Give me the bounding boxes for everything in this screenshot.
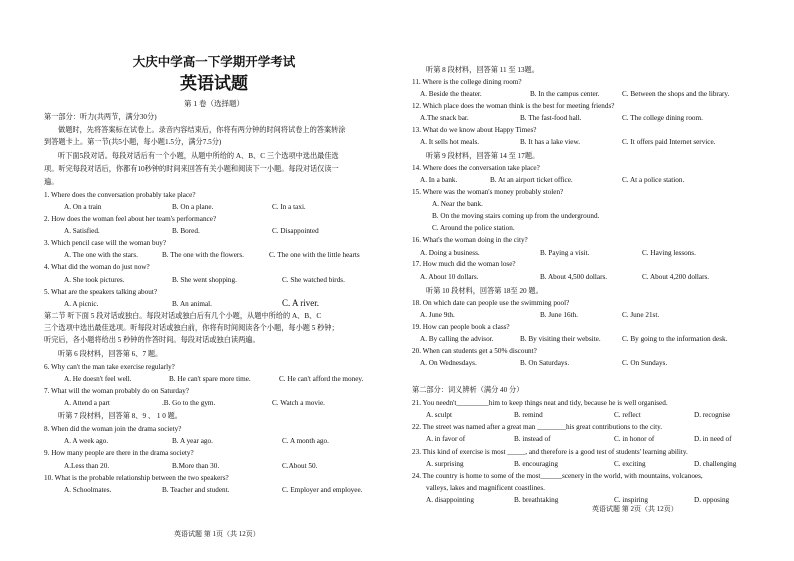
option-c: C. It offers paid Internet service. — [622, 138, 716, 146]
option-c: C. Between the shops and the library. — [622, 90, 730, 98]
question-stem: 20. When can students get a 50% discount? — [412, 347, 537, 355]
option-d: D. opposing — [694, 496, 730, 504]
option-a: A. Schoolmates. — [64, 486, 112, 494]
option-a: A. surprising — [426, 460, 464, 468]
section2-instruction: 听完后，各小题将给出 5 秒钟的作答时间。每段对话或独白读两遍。 — [44, 336, 260, 344]
question-stem: 19. How can people book a class? — [412, 323, 510, 331]
option-c: C. At a police station. — [622, 176, 685, 184]
page-footer: 英语试题 第 2页（共 12页） — [592, 505, 678, 513]
option-c: C. inspiring — [614, 496, 648, 504]
right-column — [412, 0, 762, 561]
subject-title: 英语试题 — [180, 74, 248, 93]
option-b: B. A year ago. — [172, 437, 213, 445]
instruction-line: 到答题卡上。第一节(共5小题，每小题1.5分，满分7.5分) — [44, 138, 222, 146]
option-b: B. encouraging — [514, 460, 558, 468]
question-stem-continued: valleys, lakes and magnificent coastlines. — [426, 484, 545, 492]
option-a: A.Less than 20. — [64, 462, 110, 470]
option-a: A. in favor of — [426, 435, 466, 443]
option-a: A. The one with the stars. — [64, 251, 138, 259]
question-stem: 5. What are the speakers talking about? — [44, 288, 158, 296]
option-b: B. Paying a visit. — [540, 249, 590, 257]
option-a: A. It sells hot meals. — [420, 138, 480, 146]
option-b: B. In the campus center. — [530, 90, 600, 98]
option-c: C. Around the police station. — [432, 224, 515, 232]
material-note: 听第 6 段材料，回答第 6、7 题。 — [58, 350, 163, 358]
option-a: A. On a train — [64, 203, 102, 211]
option-b: B. About 4,500 dollars. — [540, 273, 608, 281]
option-a: A. She took pictures. — [64, 276, 125, 284]
question-stem: 12. Which place does the woman think is the best for meeting friends? — [412, 102, 615, 110]
page-footer: 英语试题 第 1页（共 12页） — [174, 530, 260, 538]
material-note: 听第 7 段材料，回答第 8、9 、 1 0 题。 — [58, 412, 182, 420]
option-b: B. instead of — [514, 435, 551, 443]
school-title: 大庆中学高一下学期开学考试 — [132, 55, 296, 69]
option-c: C. About 4,200 dollars. — [642, 273, 710, 281]
option-c: C. The one with the little hearts — [269, 251, 360, 259]
material-note: 听第 9 段材料，回答第 14 至 17题。 — [426, 152, 540, 160]
question-stem: 15. Where was the woman's money probably stolen? — [412, 188, 564, 196]
option-a: A. Doing a business. — [420, 249, 480, 257]
option-a: A. A week ago. — [64, 437, 109, 445]
option-c: C. Having lessons. — [642, 249, 696, 257]
option-c: C. By going to the information desk. — [622, 335, 728, 343]
option-a: A. Beside the theater. — [420, 90, 482, 98]
option-a: A. A picnic. — [64, 300, 99, 308]
option-b: B. The one with the flowers. — [162, 251, 244, 259]
option-a: A. sculpt — [426, 411, 452, 419]
question-stem: 21. You needn't_________him to keep things neat and tidy, because he is well organised. — [412, 399, 668, 407]
question-stem: 8. When did the woman join the drama society? — [44, 425, 182, 433]
option-c: C. A river. — [282, 298, 320, 308]
option-b: B. June 16th. — [540, 311, 578, 319]
question-stem: 11. Where is the college dining room? — [412, 78, 522, 86]
option-c: C.About 50. — [282, 462, 318, 470]
question-stem: 16. What's the woman doing in the city? — [412, 236, 528, 244]
instruction-line: 项。听完每段对话后，你都有10秒钟的时间来回答有关小题和阅读下一小题。每段对话仅读一 — [44, 165, 339, 173]
option-b: B. An animal. — [172, 300, 212, 308]
question-stem: 24. The country is home to some of the most______scenery in the world, with mountains, volcanoes, — [412, 472, 703, 480]
option-c: C. reflect — [614, 411, 641, 419]
option-a: A. He doesn't feel well. — [64, 375, 132, 383]
option-a: A. June 9th. — [420, 311, 455, 319]
question-stem: 14. Where does the conversation take place? — [412, 164, 540, 172]
option-a: A. Attend a part — [64, 399, 110, 407]
option-a: A.The snack bar. — [420, 114, 469, 122]
question-stem: 2. How does the woman feel about her team's performance? — [44, 215, 217, 223]
section2-instruction: 三个选项中选出最佳选项。听每段对话或独白前，你将有时间阅读各个小题，每小题 5 秒钟； — [44, 324, 339, 332]
option-c: C. in honor of — [614, 435, 655, 443]
option-b: B. On Saturdays. — [520, 359, 570, 367]
option-a: A. Satisfied. — [64, 227, 100, 235]
question-stem: 18. On which date can people use the swimming pool? — [412, 299, 570, 307]
question-stem: 10. What is the probable relationship between the two speakers? — [44, 474, 229, 482]
left-column — [44, 0, 384, 561]
option-a: A. In a bank. — [420, 176, 458, 184]
option-a: A. Near the bank. — [432, 200, 483, 208]
option-b: B.More than 30. — [172, 462, 220, 470]
option-c: C. On Sundays. — [622, 359, 668, 367]
option-c: C. exciting — [614, 460, 646, 468]
question-stem: 9. How many people are there in the drama society? — [44, 449, 194, 457]
option-b: .B. Go to the gym. — [162, 399, 216, 407]
instruction-line: 做题时，先将答案标在试卷上。录音内容结束后，你将有两分钟的时间将试卷上的答案转涂 — [58, 126, 346, 134]
option-d: D. in need of — [694, 435, 732, 443]
option-a: A. By calling the advisor. — [420, 335, 494, 343]
option-b: B. remind — [514, 411, 543, 419]
option-b: B. On a plane. — [172, 203, 214, 211]
option-b: B. By visiting their website. — [520, 335, 601, 343]
option-c: C. Watch a movie. — [272, 399, 325, 407]
section2-instruction: 第二节 听下面 5 段对话或独白。每段对话或独白后有几个小题，从题中所给的 A、B、C — [44, 312, 322, 320]
option-d: D. recognise — [694, 411, 731, 419]
option-c: C. June 21st. — [622, 311, 660, 319]
option-c: C. Disappointed — [272, 227, 319, 235]
question-stem: 13. What do we know about Happy Times? — [412, 126, 537, 134]
option-b: B. At an airport ticket office. — [490, 176, 573, 184]
question-stem: 17. How much did the woman lose? — [412, 260, 516, 268]
question-stem: 7. What will the woman probably do on Saturday? — [44, 387, 189, 395]
option-b: B. Bored. — [172, 227, 200, 235]
option-b: B. Teacher and student. — [162, 486, 230, 494]
option-a: A. On Wednesdays. — [420, 359, 477, 367]
option-b: B. She went shopping. — [172, 276, 237, 284]
option-a: A. About 10 dollars. — [420, 273, 479, 281]
option-a: A. disappointing — [426, 496, 474, 504]
option-c: C. The college dining room. — [622, 114, 703, 122]
option-b: B. On the moving stairs coming up from the underground. — [432, 212, 600, 220]
question-stem: 22. The street was named after a great man ________his great contributions to the city. — [412, 423, 663, 431]
option-b: B. breathtaking — [514, 496, 559, 504]
question-stem: 23. This kind of exercise is most _____, and therefore is a good test of students' learning ability. — [412, 448, 688, 456]
option-c: C. She watched birds. — [282, 276, 345, 284]
option-c: C. He can't afford the money. — [279, 375, 364, 383]
instruction-line: 听下面5段对话。每段对话后有一个小题，从题中所给的 A、B、C 三个选项中选出最佳选 — [58, 152, 339, 160]
question-stem: 3. Which pencil case will the woman buy? — [44, 239, 167, 247]
option-b: B. It has a lake view. — [520, 138, 581, 146]
option-c: C. In a taxi. — [272, 203, 306, 211]
option-c: C. A month ago. — [282, 437, 329, 445]
option-b: B. He can't spare more time. — [169, 375, 251, 383]
material-note: 听第 10 段材料，回答第 18至 20 题。 — [426, 287, 543, 295]
part2-heading: 第二部分：词义辨析（满分 40 分） — [412, 386, 524, 394]
question-stem: 1. Where does the conversation probably take place? — [44, 191, 196, 199]
option-d: D. challenging — [694, 460, 737, 468]
material-note: 听第 8 段材料，回答第 11 至 13题。 — [426, 66, 539, 74]
part1-heading: 第一部分：听力(共两节，满分30分) — [44, 113, 157, 121]
question-stem: 6. Why can't the man take exercise regularly? — [44, 363, 175, 371]
option-b: B. The fast-food hall. — [520, 114, 582, 122]
volume-label: 第 1 卷（选择题） — [184, 99, 244, 108]
instruction-line: 遍。 — [44, 178, 59, 186]
option-c: C. Employer and employee. — [282, 486, 363, 494]
question-stem: 4. What did the woman do just now? — [44, 263, 150, 271]
